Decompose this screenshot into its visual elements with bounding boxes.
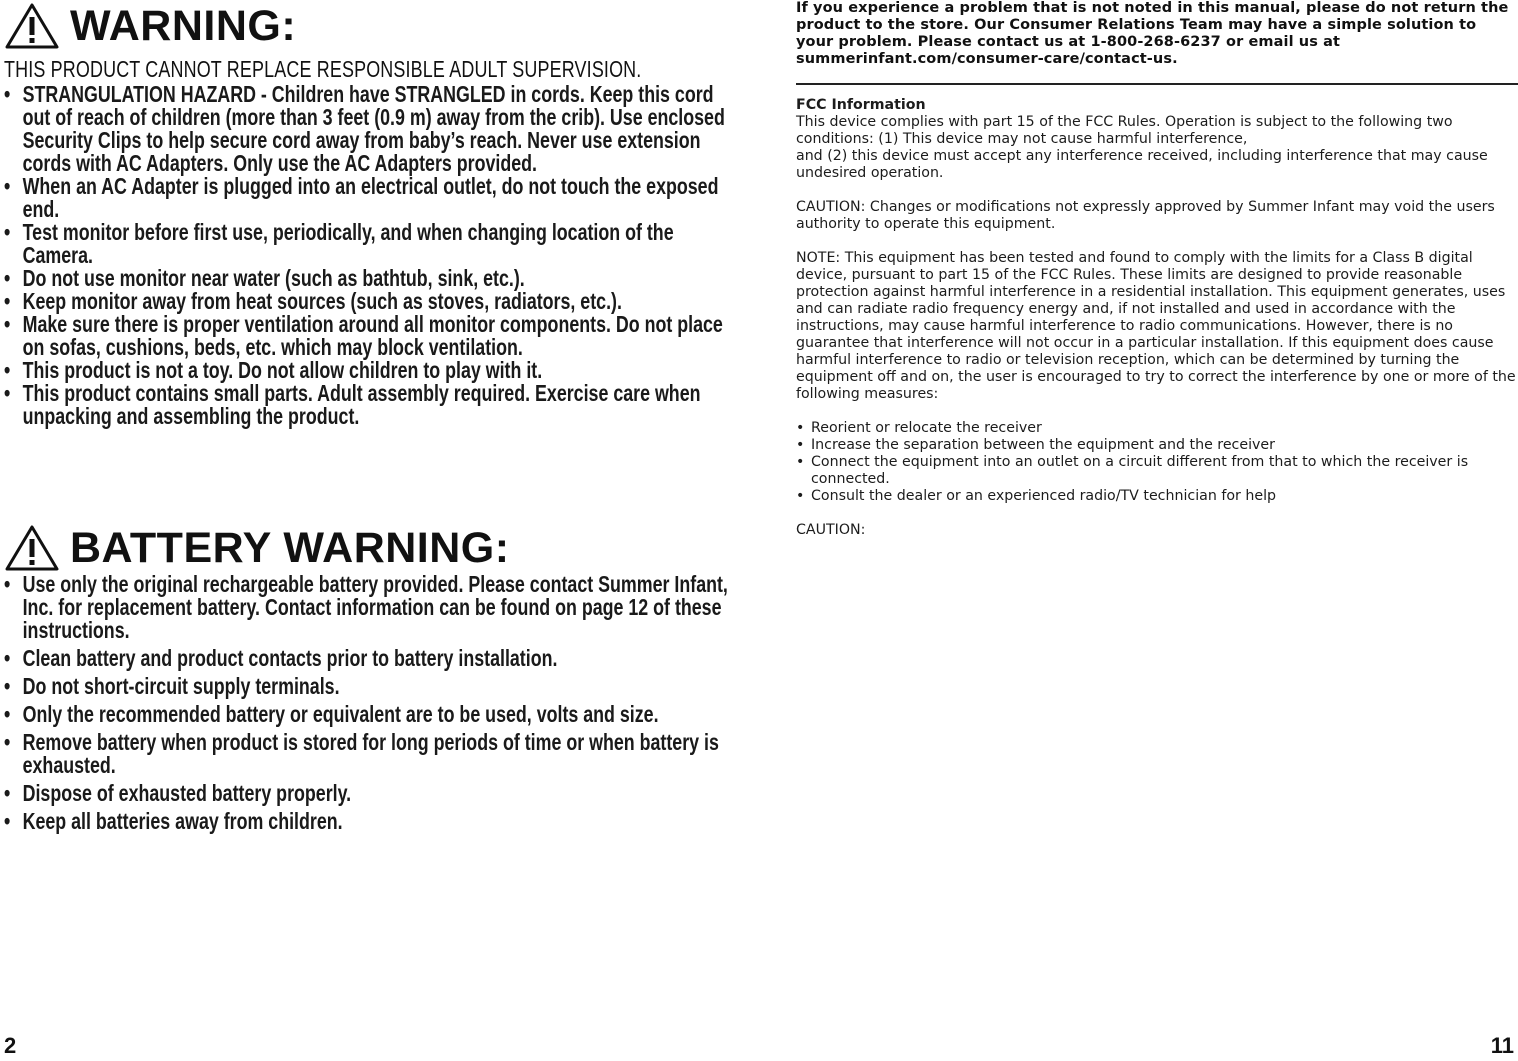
battery-warning-item: • Remove battery when product is stored for long periods of time or when battery is exhausted.: [4, 731, 733, 777]
battery-warning-item: • Dispose of exhausted battery properly.: [4, 782, 733, 805]
warning-item-text: Test monitor before first use, periodically, and when changing location of the Camera.: [22, 219, 674, 268]
interference-measure: • Reorient or relocate the receiver: [796, 420, 1516, 437]
page-number-left: 2: [4, 1033, 17, 1058]
warning-item: [4, 313, 733, 359]
battery-warning-item: • Only the recommended battery or equivalent are to be used, volts and size.: [4, 703, 733, 726]
warning-item-text: Children have STRANGLED in cords. Keep this cord out of reach of children (more than 3 feet (0.9 m) away from the crib). Use enclosed Security Clips to help secure cord away from baby’s reach. Never use extension cords with AC Adapters. Only use the AC Adapters provided.: [22, 81, 725, 176]
warning-list: [4, 83, 733, 428]
interference-measure: • Increase the separation between the equipment and the receiver: [796, 437, 1516, 454]
warning-item: [4, 267, 733, 290]
warning-item: [4, 359, 733, 382]
battery-warning-item: • Clean battery and product contacts prior to battery installation.: [4, 647, 733, 670]
warning-title: WARNING:: [70, 1, 297, 50]
battery-warning-item: • Keep all batteries away from children.: [4, 810, 733, 833]
warning-item-text: When an AC Adapter is plugged into an electrical outlet, do not touch the exposed end.: [22, 173, 719, 222]
interference-measure: • Connect the equipment into an outlet on a circuit different from that to which the receiver is connected.: [796, 454, 1516, 488]
warning-item-text: Make sure there is proper ventilation around all monitor components. Do not place on sofas, cushions, beds, etc. which may block ventilation.: [22, 311, 723, 360]
caution-modifications: CAUTION: Changes or modifications not expressly approved by Summer Infant may void the users authority to operate this equipment.: [796, 199, 1495, 232]
battery-warning-item: • Do not short-circuit supply terminals.: [4, 675, 733, 698]
warning-item: [4, 382, 733, 428]
warning-item: [4, 290, 733, 313]
warning-triangle-icon: [4, 2, 60, 50]
divider-rule: [796, 83, 1518, 85]
warning-item: [4, 221, 733, 267]
warning-header: [4, 2, 821, 50]
right-page: [796, 0, 1518, 1061]
warning-item-text: This product is not a toy. Do not allow children to play with it.: [22, 357, 543, 383]
fcc-note: NOTE: This equipment has been tested and found to comply with the limits for a Class B digital device, pursuant to part 15 of the FCC Rules. These limits are designed to provide reasonable protection against harmful interference in a residential installation. This equipment generates, uses and can radiate radio frequency energy and, if not installed and used in accordance with the instructions, may cause harmful interference to radio communications. However, there is no guarantee that interference will not occur in a particular installation. If this equipment does cause harmful interference to radio or television reception, which can be determined by turning the equipment off and on, the user is encouraged to try to correct the interference by one or more of the following measures:: [796, 250, 1516, 402]
hazard-label: STRANGULATION HAZARD -: [22, 81, 272, 107]
interference-measure: • Consult the dealer or an experienced radio/TV technician for help: [796, 488, 1516, 505]
consumer-relations-intro: If you experience a problem that is not noted in this manual, please do not return the product to the store. Our Consumer Relations Team may have a simple solution to your problem. Please contact us at 1-800-268-6237 or email us at summerinfant.com/consumer-care/contact-us.: [796, 0, 1509, 67]
warning-item-text: Do not use monitor near water (such as bathtub, sink, etc.).: [22, 265, 525, 291]
warning-item: [4, 175, 733, 221]
caution-label: CAUTION:: [796, 522, 866, 538]
battery-warning-header: [4, 524, 510, 572]
fcc-heading: FCC Information: [796, 97, 926, 113]
battery-warning-title: BATTERY WARNING:: [70, 523, 510, 572]
battery-warning-item: • Use only the original rechargeable battery provided. Please contact Summer Infant, Inc. for replacement battery. Contact information can be found on page 12 of these instructions.: [4, 573, 733, 642]
battery-warning-list: [4, 573, 733, 838]
interference-measures-list: [796, 420, 1516, 505]
left-page: [0, 0, 745, 1061]
warning-triangle-icon: [4, 524, 60, 572]
warning-item-text: Keep monitor away from heat sources (such as stoves, radiators, etc.).: [22, 288, 622, 314]
page-number-right: 11: [1490, 1033, 1514, 1058]
fcc-compliance-text: This device complies with part 15 of the FCC Rules. Operation is subject to the following two conditions: (1) This device may not cause harmful interference,: [796, 114, 1453, 147]
warning-item: [4, 83, 733, 175]
warning-subtitle: THIS PRODUCT CANNOT REPLACE RESPONSIBLE ADULT SUPERVISION.: [4, 56, 642, 82]
fcc-section: [796, 97, 1516, 539]
warning-item-text: This product contains small parts. Adult assembly required. Exercise care when unpacking and assembling the product.: [22, 380, 701, 429]
fcc-conditions-text: and (2) this device must accept any interference received, including interference that may cause undesired operation.: [796, 148, 1488, 181]
